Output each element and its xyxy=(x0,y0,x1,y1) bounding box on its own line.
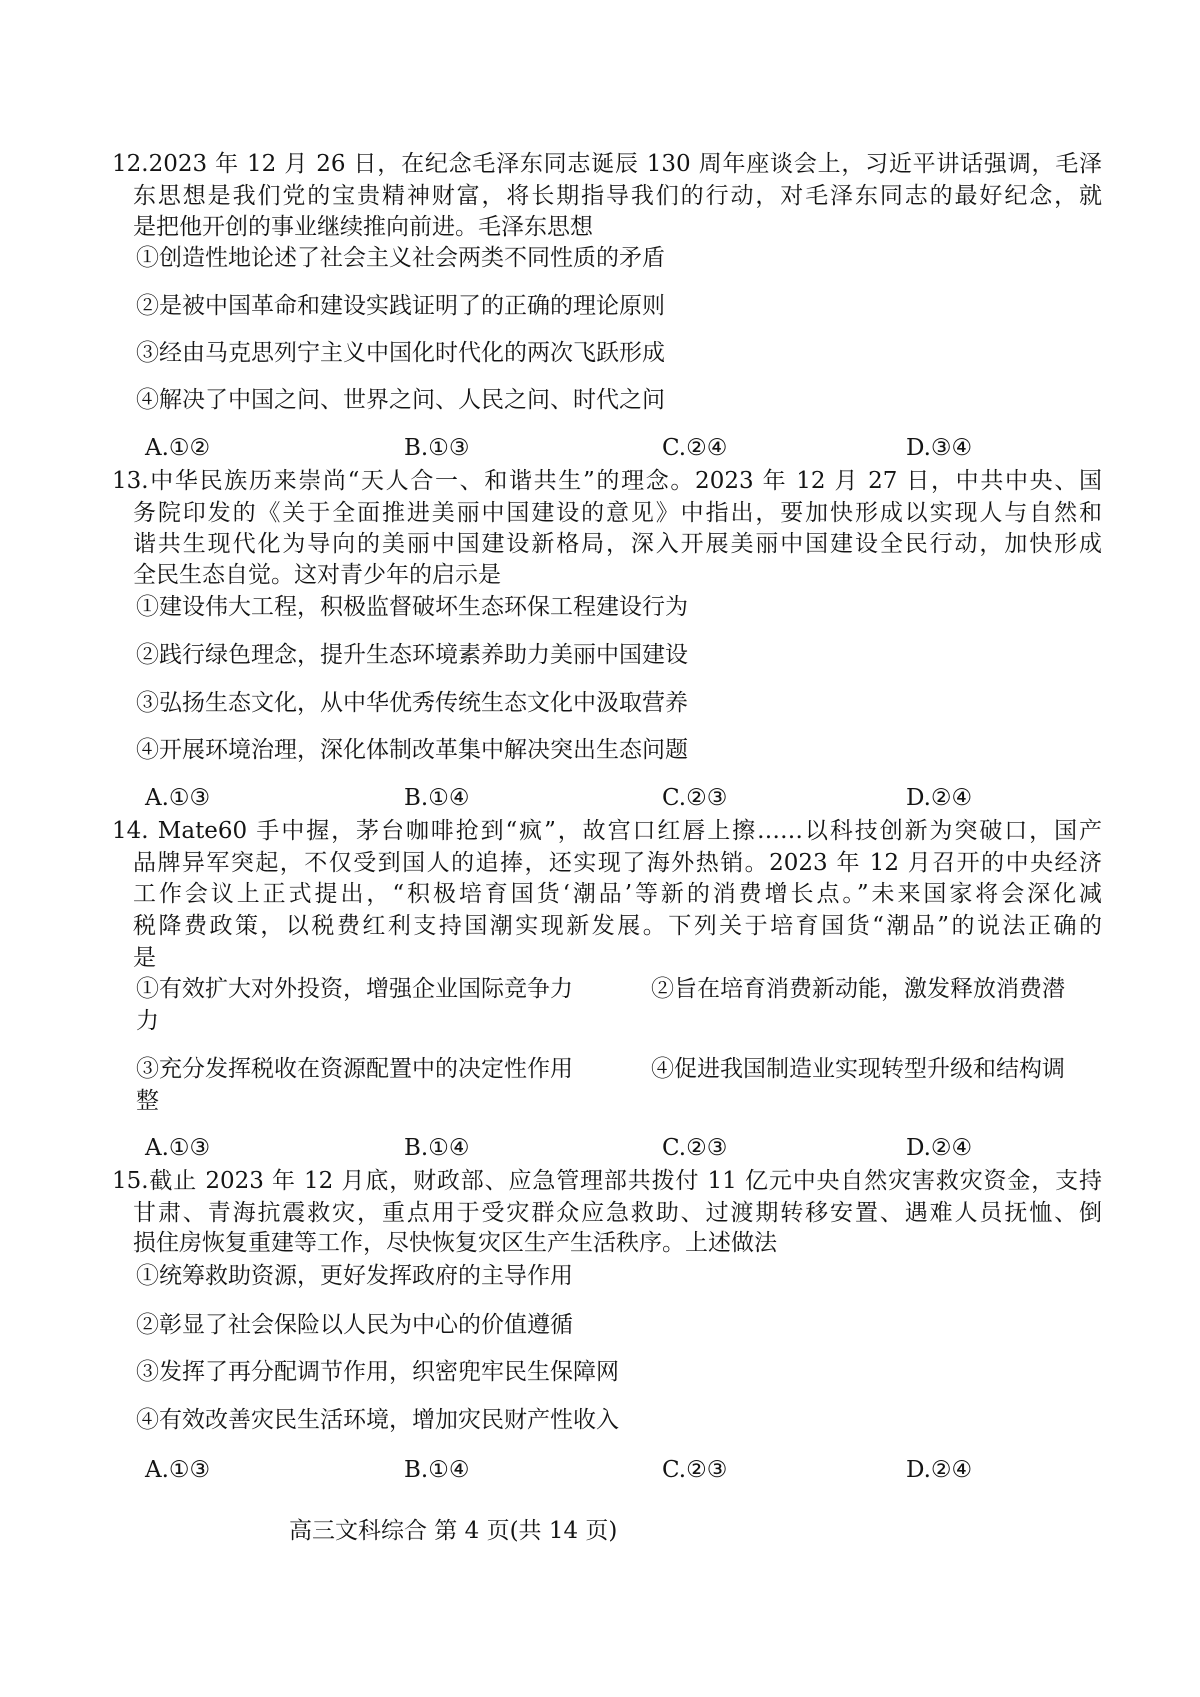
question-stem-line: 全民生态自觉。这对青少年的启示是 xyxy=(133,562,501,588)
option-d: D.②④ xyxy=(906,1135,973,1161)
statement-3: ③经由马克思列宁主义中国化时代化的两次飞跃形成 xyxy=(136,340,665,366)
question-stem-line: 工作会议上正式提出，“积极培育国货‘潮品’等新的消费增长点。”未来国家将会深化减 xyxy=(133,881,1102,907)
statement-2: ②彰显了社会保险以人民为中心的价值遵循 xyxy=(136,1312,573,1338)
statement-2: ②践行绿色理念，提升生态环境素养助力美丽中国建设 xyxy=(136,642,688,668)
question-stem-line: 14. Mate60 手中握，茅台咖啡抢到“疯”，故宫口红唇上擦……以科技创新为突破口，国产 xyxy=(112,818,1102,844)
option-b: B.①③ xyxy=(404,435,470,461)
question-stem-line: 东思想是我们党的宝贵精神财富，将长期指导我们的行动，对毛泽东同志的最好纪念，就 xyxy=(133,183,1102,209)
option-d: D.②④ xyxy=(906,1457,973,1483)
question-stem-line: 品牌异军突起，不仅受到国人的追捧，还实现了海外热销。2023 年 12 月召开的中央经济 xyxy=(133,850,1102,876)
statement-2: ②是被中国革命和建设实践证明了的正确的理论原则 xyxy=(136,293,665,319)
question-stem-line: 损住房恢复重建等工作，尽快恢复灾区生产生活秩序。上述做法 xyxy=(133,1230,777,1256)
statement-3: ③弘扬生态文化，从中华优秀传统生态文化中汲取营养 xyxy=(136,690,688,716)
question-stem-line: 谐共生现代化为导向的美丽中国建设新格局，深入开展美丽中国建设全民行动，加快形成 xyxy=(133,531,1102,557)
question-stem-line: 务院印发的《关于全面推进美丽中国建设的意见》中指出，要加快形成以实现人与自然和 xyxy=(133,500,1102,526)
question-stem-line: 13.中华民族历来崇尚“天人合一、和谐共生”的理念。2023 年 12 月 27 日，中共中央、国 xyxy=(112,468,1102,494)
option-d: D.②④ xyxy=(906,785,973,811)
statement-4: ④开展环境治理，深化体制改革集中解决突出生态问题 xyxy=(136,737,688,763)
option-b: B.①④ xyxy=(404,1135,470,1161)
statement-4: ④解决了中国之问、世界之问、人民之问、时代之问 xyxy=(136,387,665,413)
statement-1: ①建设伟大工程，积极监督破坏生态环保工程建设行为 xyxy=(136,594,688,620)
statement-1: ①统筹救助资源，更好发挥政府的主导作用 xyxy=(136,1263,573,1289)
statement-2: ②旨在培育消费新动能，激发释放消费潜 xyxy=(651,976,1065,1002)
statement-4: ④有效改善灾民生活环境，增加灾民财产性收入 xyxy=(136,1407,619,1433)
page-footer: 高三文科综合 第 4 页(共 14 页) xyxy=(289,1518,618,1544)
option-a: A.①③ xyxy=(145,1135,211,1161)
statement-4-continued: 整 xyxy=(136,1088,159,1114)
option-d: D.③④ xyxy=(906,435,973,461)
option-c: C.②③ xyxy=(662,1457,728,1483)
question-stem-line: 是把他开创的事业继续推向前进。毛泽东思想 xyxy=(133,214,593,240)
question-stem-line: 15.截止 2023 年 12 月底，财政部、应急管理部共拨付 11 亿元中央自然灾害救灾资金，支持 xyxy=(112,1168,1102,1194)
statement-1: ①创造性地论述了社会主义社会两类不同性质的矛盾 xyxy=(136,245,665,271)
option-b: B.①④ xyxy=(404,1457,470,1483)
option-c: C.②③ xyxy=(662,785,728,811)
statement-1: ①有效扩大对外投资，增强企业国际竞争力 xyxy=(136,976,573,1002)
option-c: C.②③ xyxy=(662,1135,728,1161)
option-b: B.①④ xyxy=(404,785,470,811)
statement-3: ③发挥了再分配调节作用，织密兜牢民生保障网 xyxy=(136,1359,619,1385)
statement-2-continued: 力 xyxy=(136,1008,159,1034)
option-a: A.①③ xyxy=(145,785,211,811)
statement-4: ④促进我国制造业实现转型升级和结构调 xyxy=(651,1056,1065,1082)
option-a: A.①③ xyxy=(145,1457,211,1483)
question-stem-line: 甘肃、青海抗震救灾，重点用于受灾群众应急救助、过渡期转移安置、遇难人员抚恤、倒 xyxy=(133,1200,1102,1226)
question-stem-line: 是 xyxy=(133,945,156,971)
question-stem-line: 税降费政策，以税费红利支持国潮实现新发展。下列关于培育国货“潮品”的说法正确的 xyxy=(133,913,1102,939)
option-a: A.①② xyxy=(145,435,211,461)
question-stem-line: 12.2023 年 12 月 26 日，在纪念毛泽东同志诞辰 130 周年座谈会上，习近平讲话强调，毛泽 xyxy=(112,151,1102,177)
option-c: C.②④ xyxy=(662,435,728,461)
statement-3: ③充分发挥税收在资源配置中的决定性作用 xyxy=(136,1056,573,1082)
